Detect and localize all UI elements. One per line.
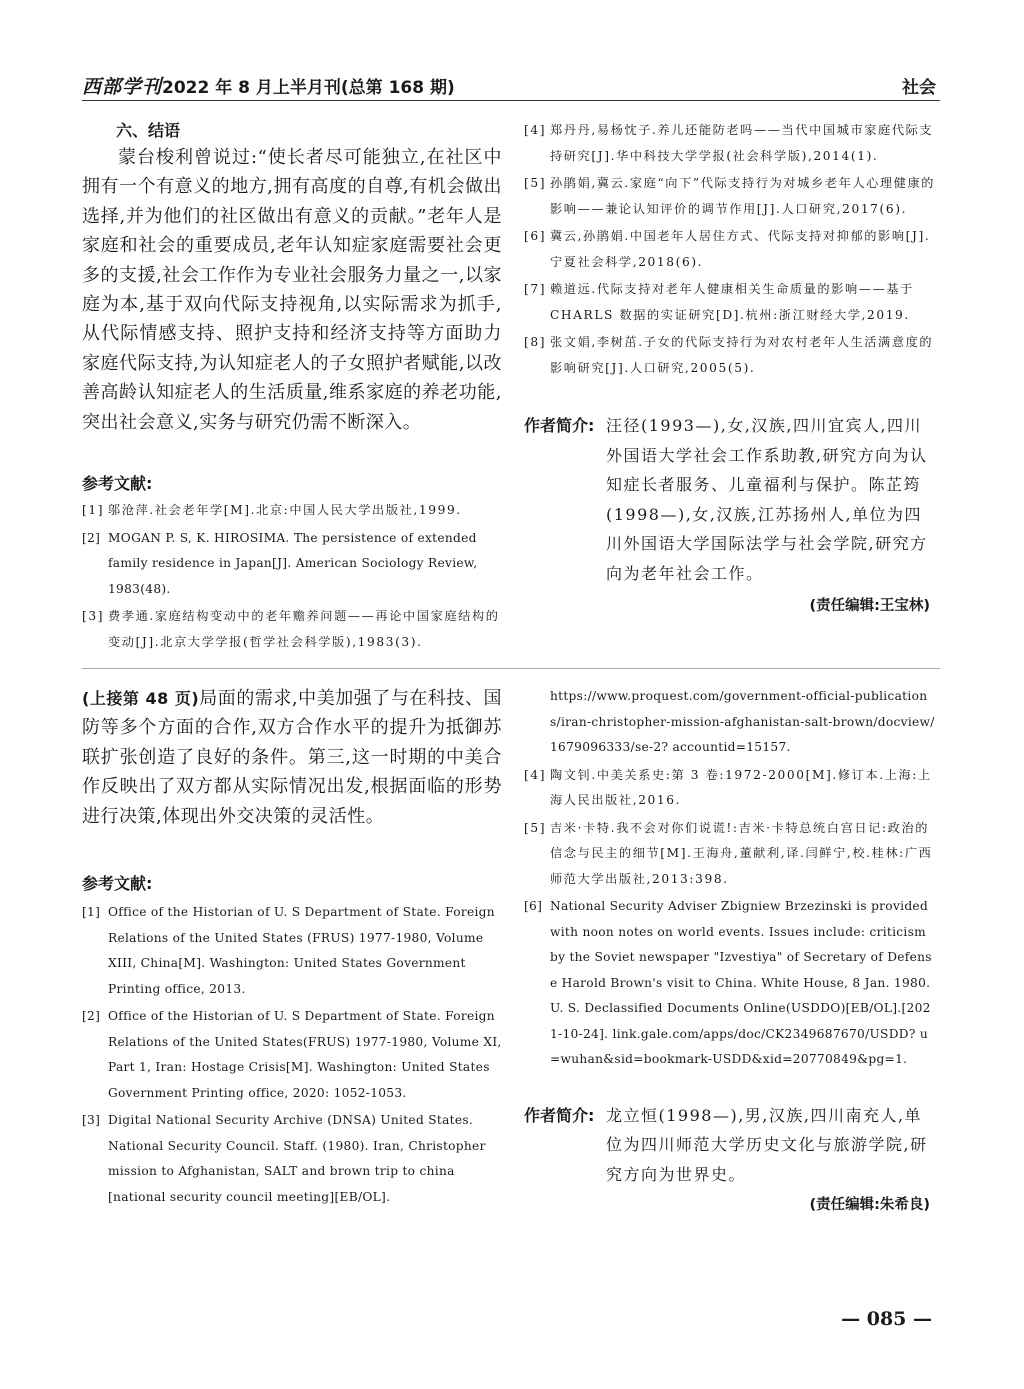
issue-info: 2022 年 8 月上半月刊(总第 168 期) xyxy=(162,78,455,98)
references-heading: 参考文献: xyxy=(82,874,153,894)
author-bio-text: 龙立恒(1998—),男,汉族,四川南充人,单位为四川师范大学历史文化与旅游学院,研究方向为世界史。 xyxy=(606,1105,928,1184)
reference-item: [7] 赖道远.代际支持对老年人健康相关生命质量的影响——基于 CHARLS 数据的实证研究[D].杭州:浙江财经大学,2019. xyxy=(524,282,914,322)
journal-name: 西部学刊 xyxy=(82,76,163,98)
reference-continuation: https://www.proquest.com/government-official-publications/iran-christopher-mission-afghanistan-salt-brown/docview/1679096333/se-2? accountid=15157. xyxy=(550,689,935,754)
page-number: — 085 — xyxy=(841,1308,932,1330)
reference-list-left xyxy=(82,498,502,655)
reference-item: [8] 张文娟,李树茁.子女的代际支持行为对农村老年人生活满意度的影响研究[J].人口研究,2005(5). xyxy=(524,335,934,375)
header-rule xyxy=(82,100,940,101)
responsible-editor: (责任编辑:朱希良) xyxy=(809,1197,930,1213)
author-label: 作者简介: xyxy=(524,416,595,435)
reference-item: [4] 郑丹丹,易杨忱子.养儿还能防老吗——当代中国城市家庭代际支持研究[J].华中科技大学学报(社会科学版),2014(1). xyxy=(524,123,934,163)
author-bio xyxy=(524,411,938,588)
reference-item: [3] Digital National Security Archive (DNSA) United States. National Security Council. Staff. (1980). Iran, Christopher mission to Afghanistan, SALT and brown trip to china [national security council meeting][EB/OL]. xyxy=(82,1113,486,1204)
reference-item: [1] 邬沧萍.社会老年学[M].北京:中国人民大学出版社,1999. xyxy=(82,503,462,518)
reference-item: [6] 冀云,孙鹃娟.中国老年人居住方式、代际支持对抑郁的影响[J].宁夏社会科学,2018(6). xyxy=(524,229,931,269)
conclusion-heading: 六、结语 xyxy=(116,121,181,140)
reference-list-right xyxy=(524,118,938,381)
reference-item: [5] 孙鹃娟,冀云.家庭“向下”代际支持行为对城乡老年人心理健康的影响——兼论认知评价的调节作用[J].人口研究,2017(6). xyxy=(524,176,936,216)
reference-item: [6] National Security Adviser Zbigniew Brzezinski is provided with noon notes on world events. Issues include: criticism by the Soviet newspaper "Izvestiya" of Secretary of Defense Harold Brown's visit to China. White House, 8 Jan. 1980. U. S. Declassified Documents Online(USDDO)[EB/OL].[2021-10-24]. link.gale.com/apps/doc/CK2349687670/USDD? u=wuhan&sid=bookmark-USDD&xid=20770849&pg=1. xyxy=(524,899,932,1066)
references-heading: 参考文献: xyxy=(82,474,153,494)
reference-item: [3] 费孝通.家庭结构变动中的老年赡养问题——再论中国家庭结构的变动[J].北京大学学报(哲学社会科学版),1983(3). xyxy=(82,609,500,649)
reference-list-left xyxy=(82,900,502,1210)
running-header xyxy=(82,70,940,98)
reference-item: [2] MOGAN P. S, K. HIROSIMA. The persistence of extended family residence in Japan[J]. American Sociology Review, 1983(48). xyxy=(82,530,478,596)
article1-left-column xyxy=(82,118,502,657)
article-divider xyxy=(82,668,940,669)
reference-list-right xyxy=(524,763,938,1073)
continued-text: 局面的需求,中美加强了与在科技、国防等多个方面的合作,双方合作水平的提升为抵御苏联扩张创造了良好的条件。第三,这一时期的中美合作反映出了双方都从实际情况出发,根据面临的形势进行决策,体现出外交决策的灵活性。 xyxy=(82,688,502,827)
article2-right-column xyxy=(524,684,938,1214)
conclusion-paragraph: 蒙台梭利曾说过:“使长者尽可能独立,在社区中拥有一个有意义的地方,拥有高度的自尊,有机会做出选择,并为他们的社区做出有意义的贡献。”老年人是家庭和社会的重要成员,老年认知症家庭需要社会更多的支援,社会工作作为专业社会服务力量之一,以家庭为本,基于双向代际支持视角,以实际需求为抓手,从代际情感支持、照护支持和经济支持等方面助力家庭代际支持,为认知症老人的子女照护者赋能,以改善高龄认知症老人的生活质量,维系家庭的养老功能,突出社会意义,实务与研究仍需不断深入。 xyxy=(82,147,502,433)
section-name: 社会 xyxy=(902,78,936,98)
responsible-editor: (责任编辑:王宝林) xyxy=(809,598,930,614)
article1-right-column xyxy=(524,118,938,615)
reference-item: [2] Office of the Historian of U. S Department of State. Foreign Relations of the United States(FRUS) 1977-1980, Volume XI, Part 1, Iran: Hostage Crisis[M]. Washington: United States Government Printing office, 2020: 1052-1053. xyxy=(82,1009,502,1100)
author-label: 作者简介: xyxy=(524,1105,595,1125)
article2-left-column xyxy=(82,684,502,1212)
reference-item: [5] 吉米·卡特.我不会对你们说谎!:吉米·卡特总统白宫日记:政治的信念与民主的细节[M].王海舟,董献利,译.闫鲜宁,校.桂林:广西师范大学出版社,2013:398. xyxy=(524,820,933,886)
reference-item: [4] 陶文钊.中美关系史:第 3 卷:1972-2000[M].修订本.上海:上海人民出版社,2016. xyxy=(524,767,932,807)
author-bio-text: 汪径(1993—),女,汉族,四川宜宾人,四川外国语大学社会工作系助教,研究方向为认知症长者服务、儿童福利与保护。陈芷筠(1998—),女,汉族,江苏扬州人,单位为四川外国语大学国际法学与社会学院,研究方向为老年社会工作。 xyxy=(606,416,928,583)
reference-item: [1] Office of the Historian of U. S Department of State. Foreign Relations of the United States (FRUS) 1977-1980, Volume XIII, China[M]. Washington: United States Government Printing office, 2013. xyxy=(82,905,495,996)
author-bio xyxy=(524,1101,938,1190)
continued-paragraph xyxy=(82,684,502,831)
continued-from-label: (上接第 48 页) xyxy=(82,689,200,708)
